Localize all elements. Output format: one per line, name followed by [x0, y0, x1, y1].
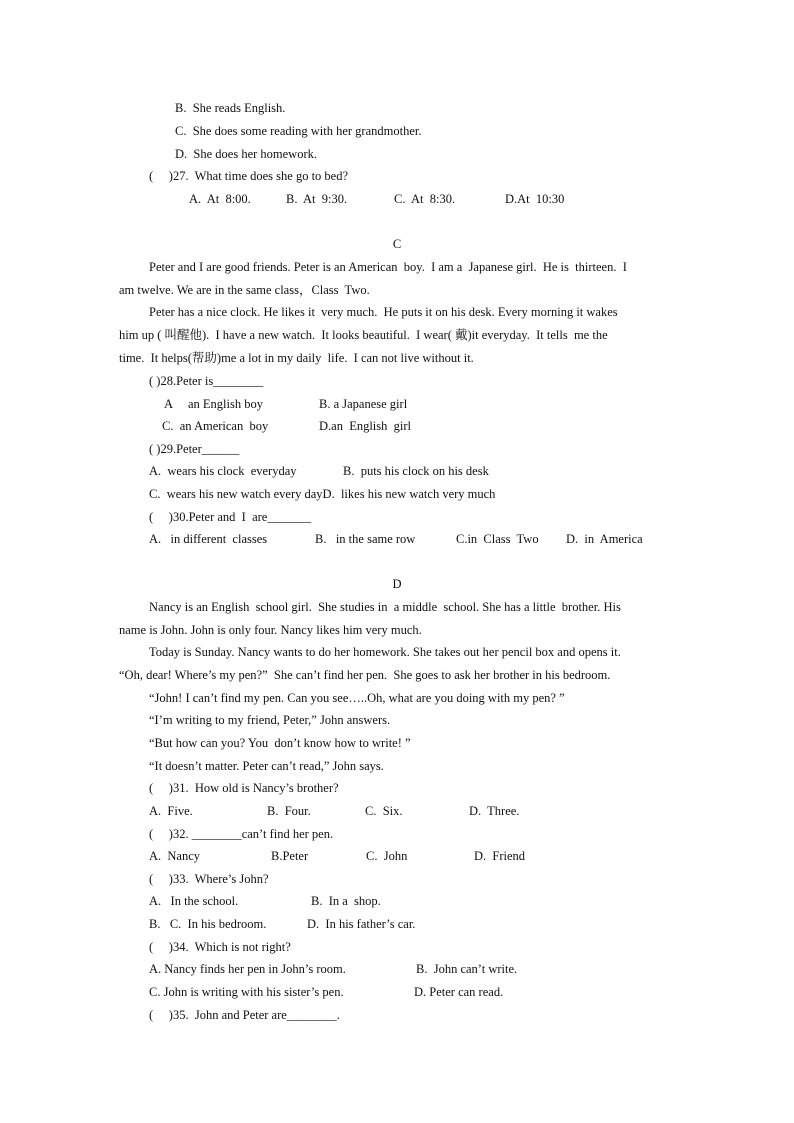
- passage-c-line-3: Peter has a nice clock. He likes it very much. He puts it on his desk. Every morning it wakes: [149, 305, 618, 319]
- q27-option-b: B. At 9:30.: [286, 192, 348, 206]
- q32-option-d: D. Friend: [474, 849, 526, 863]
- passage-d-line-4: “Oh, dear! Where’s my pen?” She can’t find her pen. She goes to ask her brother in his bedroom.: [119, 668, 611, 682]
- q28-option-b: B. a Japanese girl: [319, 397, 408, 411]
- q26-option-b: B. She reads English.: [175, 101, 286, 115]
- q31-option-a: A. Five.: [149, 804, 193, 818]
- question-33-stem: ( )33. Where’s John?: [149, 872, 269, 886]
- q27-option-a: A. At 8:00.: [189, 192, 251, 206]
- question-31-options: [0, 803, 794, 819]
- q32-option-b: B.Peter: [271, 849, 309, 863]
- question-29-options-row-2: [0, 486, 794, 502]
- passage-d-line-2: name is John. John is only four. Nancy likes him very much.: [119, 623, 422, 637]
- q29-option-a: A. wears his clock everyday: [149, 464, 297, 478]
- q30-option-c: C.in Class Two: [456, 532, 539, 546]
- q32-option-c: C. John: [366, 849, 408, 863]
- question-31-stem: ( )31. How old is Nancy’s brother?: [149, 781, 339, 795]
- q33-option-a: A. In the school.: [149, 894, 239, 908]
- q29-option-b: B. puts his clock on his desk: [343, 464, 489, 478]
- passage-c-line-2: am twelve. We are in the same class，Class Two.: [119, 283, 370, 297]
- passage-d-line-1: Nancy is an English school girl. She studies in a middle school. She has a little brother. His: [149, 600, 621, 614]
- question-34-stem: ( )34. Which is not right?: [149, 940, 291, 954]
- passage-c-line-1: Peter and I are good friends. Peter is an American boy. I am a Japanese girl. He is thirteen. I: [149, 260, 627, 274]
- question-32-options: [0, 848, 794, 864]
- q28-option-c: C. an American boy: [162, 419, 269, 433]
- q34-option-a: A. Nancy finds her pen in John’s room.: [149, 962, 346, 976]
- q33-option-b: B. In a shop.: [311, 894, 381, 908]
- section-c-heading: C: [392, 237, 402, 251]
- q31-option-c: C. Six.: [365, 804, 403, 818]
- passage-d-line-6: “I’m writing to my friend, Peter,” John answers.: [149, 713, 391, 727]
- q34-option-d: D. Peter can read.: [414, 985, 504, 999]
- passage-c-line-5: time. It helps(帮助)me a lot in my daily life. I can not live without it.: [119, 351, 474, 365]
- question-34-options-row-1: [0, 961, 794, 977]
- q28-option-a: A an English boy: [164, 397, 263, 411]
- q31-option-d: D. Three.: [469, 804, 520, 818]
- q34-option-b: B. John can’t write.: [416, 962, 518, 976]
- question-30-options: [0, 531, 794, 547]
- question-28-stem: ( )28.Peter is________: [149, 374, 264, 388]
- question-29-stem: ( )29.Peter______: [149, 442, 240, 456]
- q33-option-c: B. C. In his bedroom.: [149, 917, 267, 931]
- question-27-stem: ( )27. What time does she go to bed?: [149, 169, 349, 183]
- question-30-stem: ( )30.Peter and I are_______: [149, 510, 312, 524]
- question-35-stem: ( )35. John and Peter are________.: [149, 1008, 340, 1022]
- question-33-options-row-1: [0, 893, 794, 909]
- question-33-options-row-2: [0, 916, 794, 932]
- question-27-options: [0, 191, 794, 207]
- q30-option-a: A. in different classes: [149, 532, 268, 546]
- q26-option-d: D. She does her homework.: [175, 147, 317, 161]
- section-d-heading: D: [392, 577, 402, 591]
- q30-option-d: D. in America: [566, 532, 643, 546]
- q28-option-d: D.an English girl: [319, 419, 412, 433]
- q32-option-a: A. Nancy: [149, 849, 201, 863]
- question-34-options-row-2: [0, 984, 794, 1000]
- question-29-options-row-1: [0, 463, 794, 479]
- passage-d-line-8: “It doesn’t matter. Peter can’t read,” John says.: [149, 759, 384, 773]
- q27-option-c: C. At 8:30.: [394, 192, 456, 206]
- question-28-options-row-1: [0, 396, 794, 412]
- passage-d-line-5: “John! I can’t find my pen. Can you see…..Oh, what are you doing with my pen? ”: [149, 691, 565, 705]
- question-32-stem: ( )32. ________can’t find her pen.: [149, 827, 334, 841]
- q31-option-b: B. Four.: [267, 804, 311, 818]
- q33-option-d: D. In his father’s car.: [307, 917, 416, 931]
- passage-c-line-4: him up ( 叫醒他). I have a new watch. It looks beautiful. I wear( 戴)it everyday. It tells me the: [119, 328, 608, 342]
- question-28-options-row-2: [0, 418, 794, 434]
- q29-option-cd: C. wears his new watch every dayD. likes his new watch very much: [149, 487, 496, 501]
- q34-option-c: C. John is writing with his sister’s pen.: [149, 985, 344, 999]
- q27-option-d: D.At 10:30: [505, 192, 565, 206]
- q30-option-b: B. in the same row: [315, 532, 416, 546]
- passage-d-line-3: Today is Sunday. Nancy wants to do her homework. She takes out her pencil box and opens it.: [149, 645, 621, 659]
- passage-d-line-7: “But how can you? You don’t know how to write! ”: [149, 736, 411, 750]
- q26-option-c: C. She does some reading with her grandmother.: [175, 124, 422, 138]
